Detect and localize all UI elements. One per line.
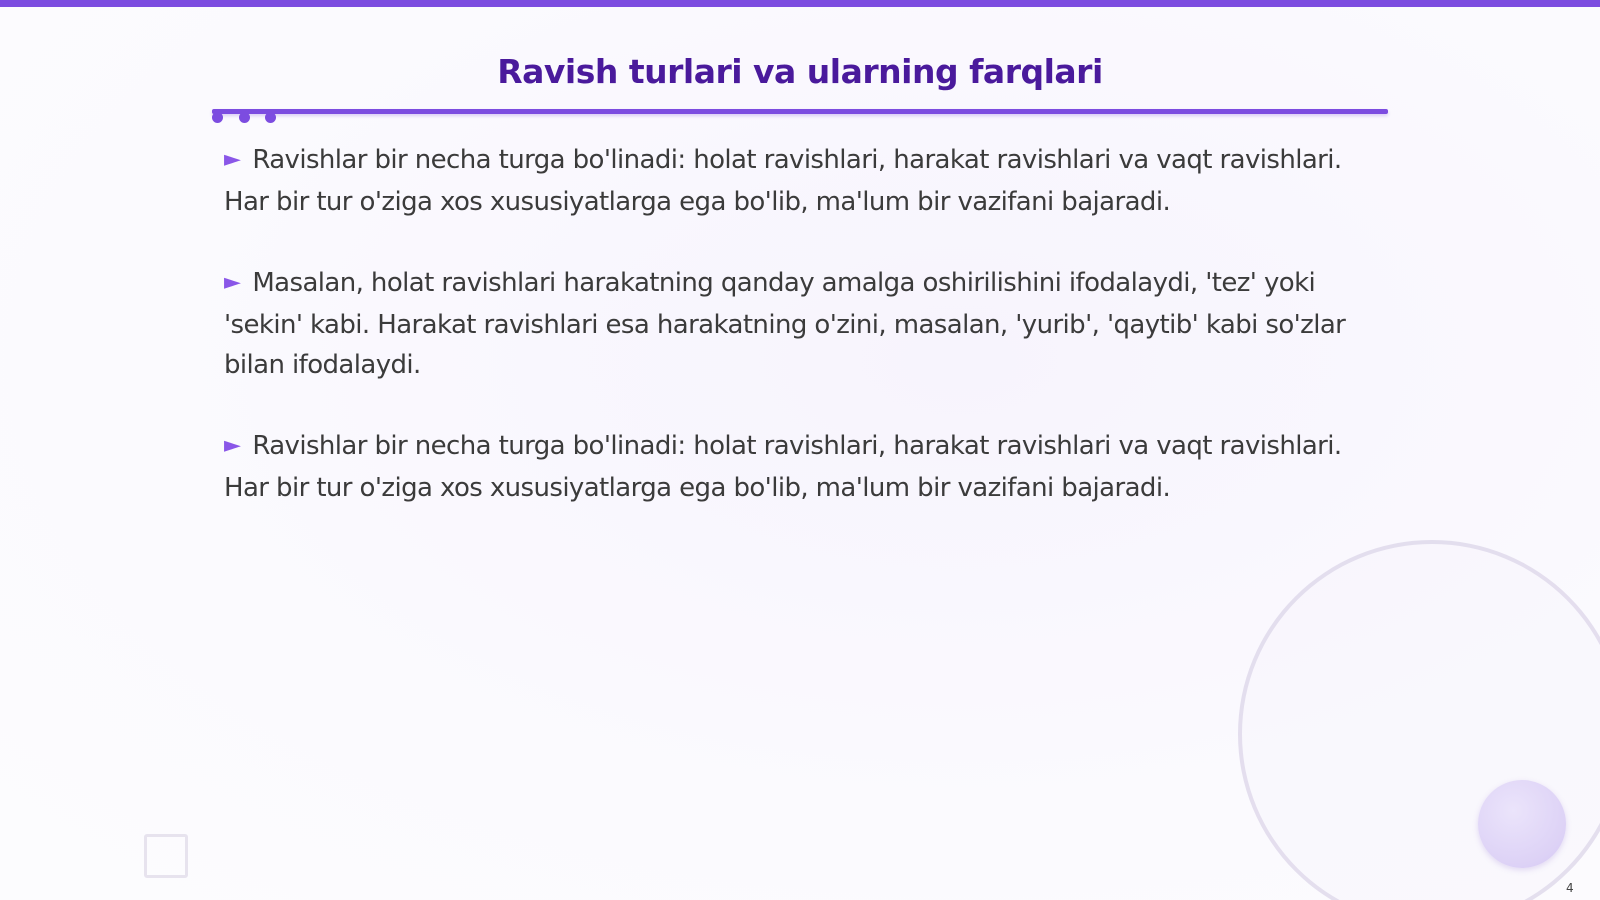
triangle-bullet-icon: ►	[224, 147, 241, 172]
bullet-paragraph	[224, 263, 1374, 385]
decor-square-outline	[144, 834, 188, 878]
decor-dot-icon	[239, 112, 250, 123]
page-number: 4	[1566, 881, 1574, 895]
bullet-paragraph	[224, 426, 1374, 508]
triangle-bullet-icon: ►	[224, 270, 241, 295]
decor-ball	[1478, 780, 1566, 868]
title-underline	[212, 109, 1388, 114]
paragraph-text: Ravishlar bir necha turga bo'linadi: holat ravishlari, harakat ravishlari va vaqt ravishlari. Har bir tur o'ziga xos xususiyatlarga ega bo'lib, ma'lum bir vazifani bajaradi.	[224, 431, 1342, 503]
paragraph-text: Ravishlar bir necha turga bo'linadi: holat ravishlari, harakat ravishlari va vaqt ravishlari. Har bir tur o'ziga xos xususiyatlarga ega bo'lib, ma'lum bir vazifani bajaradi.	[224, 145, 1342, 217]
paragraph-text: Masalan, holat ravishlari harakatning qanday amalga oshirilishini ifodalaydi, 'tez' yoki 'sekin' kabi. Harakat ravishlari esa harakatning o'zini, masalan, 'yurib', 'qaytib' kabi so'zlar bilan ifodalaydi.	[224, 268, 1346, 380]
bullet-paragraph	[224, 140, 1374, 222]
slide-title: Ravish turlari va ularning farqlari	[497, 52, 1103, 91]
decor-dot-icon	[265, 112, 276, 123]
triangle-bullet-icon: ►	[224, 433, 241, 458]
bullet-list	[224, 140, 1374, 549]
top-accent-bar	[0, 0, 1600, 7]
decor-dot-icon	[212, 112, 223, 123]
